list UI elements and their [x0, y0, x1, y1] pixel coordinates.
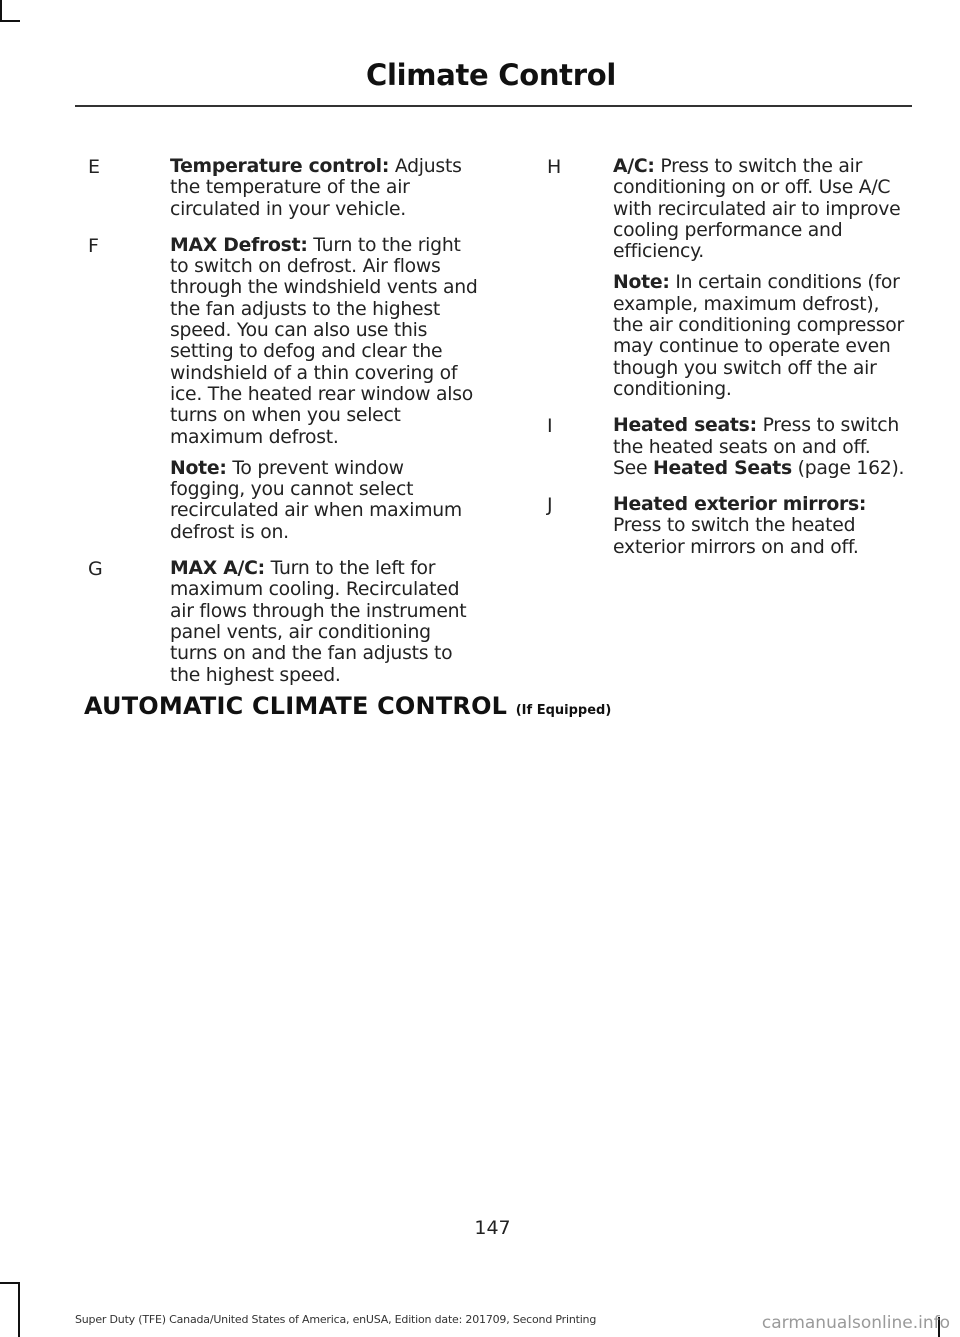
crop-mark — [0, 20, 20, 22]
entry-body — [613, 156, 907, 400]
page-number: 147 — [474, 1217, 511, 1239]
entry-body — [613, 415, 907, 479]
note-text: To prevent window fogging, you cannot select recirculated air when maximum defrost is on. — [170, 457, 462, 543]
cross-reference-link[interactable]: Heated Seats — [653, 457, 792, 479]
footer-edition-info: Super Duty (TFE) Canada/United States of America, enUSA, Edition date: 201709, Second Printing — [75, 1313, 597, 1326]
entry-term: Heated exterior mirrors: — [613, 494, 867, 516]
entry-g — [88, 558, 478, 686]
note-text: In certain conditions (for example, maximum defrost), the air conditioning compressor may continue to operate even though you switch off the air conditioning. — [613, 272, 904, 400]
entry-text: Adjusts the temperature of the air circulated in your vehicle. — [170, 156, 462, 220]
entry-j — [535, 494, 907, 558]
header-divider — [75, 105, 912, 107]
entry-letter: I — [547, 415, 553, 438]
entry-text: Turn to the left for maximum cooling. Recirculated air flows through the instrument panel vents, air conditioning turns on and the fan adjusts to the highest speed. — [170, 558, 467, 686]
entry-term: MAX Defrost: — [170, 234, 308, 256]
entry-body — [170, 558, 478, 686]
entry-letter: G — [88, 558, 103, 581]
crop-mark — [0, 0, 2, 20]
page-reference: (page 162). — [791, 457, 905, 479]
left-column — [88, 156, 478, 701]
entry-f — [88, 235, 478, 543]
entry-i — [535, 415, 907, 479]
entry-letter: J — [547, 494, 553, 517]
note-label: Note: — [613, 272, 670, 294]
entry-term: Heated seats: — [613, 415, 757, 437]
watermark: carmanualsonline.info — [761, 1313, 950, 1333]
entry-text: Press to switch the heated exterior mirrors on and off. — [613, 515, 859, 558]
entry-text: Press to switch the air conditioning on or off. Use A/C with recirculated air to improve cooling performance and efficiency. — [613, 156, 901, 263]
entry-term: Temperature control: — [170, 156, 390, 177]
section-heading-text: AUTOMATIC CLIMATE CONTROL — [84, 692, 508, 720]
entry-letter: F — [88, 234, 99, 257]
entry-body — [170, 156, 478, 220]
entry-text: Press to switch the heated seats on and off. See — [613, 415, 899, 479]
entry-h — [535, 156, 907, 400]
entry-text: Turn to the right to switch on defrost. Air flows through the windshield vents and the fan adjusts to the highest speed. You can also use this setting to defog and clear the windshield of a thin covering of ice. The heated rear window also turns on when you select maximum defrost. — [170, 234, 478, 448]
entry-term: A/C: — [613, 156, 655, 177]
entry-letter: E — [88, 156, 101, 178]
section-qualifier: (If Equipped) — [515, 703, 612, 718]
page-title: Climate Control — [366, 58, 616, 92]
entry-body — [170, 235, 478, 543]
entry-e — [88, 156, 478, 220]
note-label: Note: — [170, 457, 227, 479]
crop-mark — [18, 1282, 20, 1337]
crop-mark — [0, 1282, 20, 1284]
entry-body — [613, 494, 907, 558]
entry-term: MAX A/C: — [170, 558, 265, 580]
entry-letter: H — [547, 156, 562, 178]
right-column — [535, 156, 907, 573]
section-heading — [84, 692, 611, 720]
